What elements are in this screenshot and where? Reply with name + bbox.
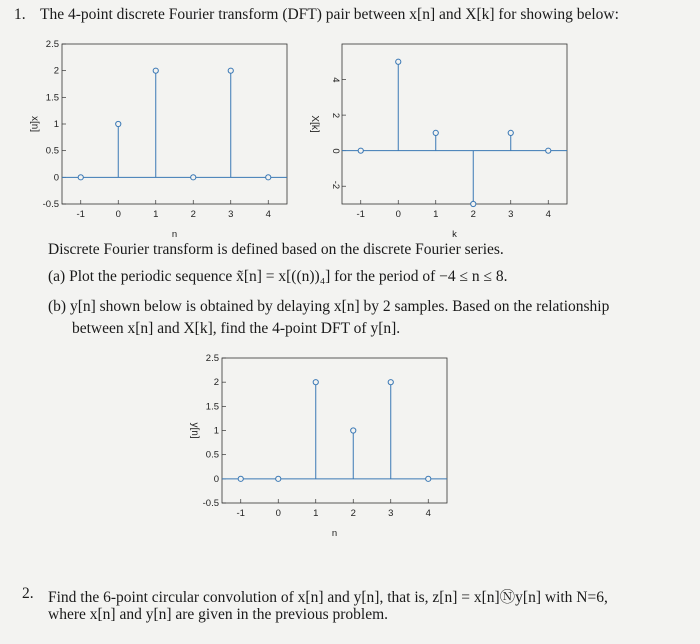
stem-marker [388,380,393,385]
x-plot [29,36,310,246]
stem-marker [546,148,551,153]
y-tick-label: 0.5 [45,145,59,157]
stem-marker [228,68,233,73]
part-b-line1: (b) y[n] shown below is obtained by delaying x[n] by 2 samples. Based on the relationship [48,298,610,315]
x-tick-label: -1 [236,508,245,519]
stem-marker [426,476,431,481]
y-axis-label: y[n] [189,422,200,439]
problem2-line1: Find the 6-point circular convolution of x[n] and y[n], that is, z[n] = x[n]Ⓝy[n] with N=6, [48,589,608,606]
y-tick-label: 2.5 [45,39,59,50]
X-plot [309,36,590,246]
y-tick-label: 0 [330,148,341,154]
part-a: (a) Plot the periodic sequence x̃[n] = x[((n))₄] for the period of −4 ≤ n ≤ 8. [48,268,508,285]
x-axis-label: n [331,528,338,539]
problem2-line2: where x[n] and y[n] are given in the previous problem. [48,606,389,623]
stem-marker [191,175,196,180]
stem-marker [433,130,438,135]
y-tick-label: 0 [53,172,59,184]
x-tick-label: 1 [313,508,319,519]
plot-frame [222,358,447,503]
y-axis-label: x[n] [29,115,40,133]
x-tick-label: 4 [545,209,551,220]
stem-marker [358,148,363,153]
problem2-number: 2. [22,585,34,602]
stem-marker [238,476,243,481]
y-tick-label: 0 [213,473,219,485]
x-tick-label: -1 [76,209,85,220]
stem-marker [116,121,121,126]
x-tick-label: 2 [470,209,476,220]
y-tick-label: 0.5 [205,449,219,461]
y-tick-label: -0.5 [42,199,59,210]
x-tick-label: 2 [350,508,356,519]
part-b-line2: between x[n] and X[k], find the 4-point DFT of y[n]. [72,320,401,337]
plot-frame [342,44,567,204]
x-tick-label: -1 [356,209,365,220]
x-tick-label: 3 [508,209,514,220]
x-tick-label: 0 [275,508,281,519]
plot-frame [62,44,287,204]
dft-intro: Discrete Fourier transform is defined based on the discrete Fourier series. [48,241,504,258]
x-tick-label: 0 [115,209,121,220]
x-axis-label: k [452,229,457,240]
y-tick-label: 2 [330,112,341,119]
y-plot [189,350,470,550]
stem-marker [396,59,401,64]
stem-marker [276,476,281,481]
x-tick-label: 4 [265,209,271,220]
y-tick-label: 1 [53,119,59,130]
x-tick-label: 1 [153,209,159,220]
x-tick-label: 0 [395,209,401,220]
y-tick-label: 1.5 [45,92,59,104]
stem-marker [351,428,356,433]
x-tick-label: 3 [228,209,234,220]
stem-marker [78,175,83,180]
x-tick-label: 4 [425,508,431,519]
y-tick-label: 2 [53,65,59,77]
x-tick-label: 2 [190,209,196,220]
problem1-number: 1. [14,6,26,23]
problem1-title: The 4-point discrete Fourier transform (DFT) pair between x[n] and X[k] for showing below: [40,6,619,23]
x-axis-label: n [171,229,178,240]
stem-marker [508,130,513,135]
x-tick-label: 3 [388,508,394,519]
stem-marker [266,175,271,180]
y-tick-label: 4 [330,77,341,83]
y-tick-label: 1.5 [205,401,219,413]
y-tick-label: -0.5 [202,498,219,509]
y-tick-label: -2 [330,180,341,190]
y-tick-label: 2 [213,377,219,389]
stem-marker [471,201,476,206]
x-tick-label: 1 [433,209,439,220]
stem-marker [153,68,158,73]
y-axis-label: X[k] [309,115,320,133]
y-tick-label: 2.5 [205,353,219,364]
y-tick-label: 1 [213,425,219,437]
stem-marker [313,380,318,385]
